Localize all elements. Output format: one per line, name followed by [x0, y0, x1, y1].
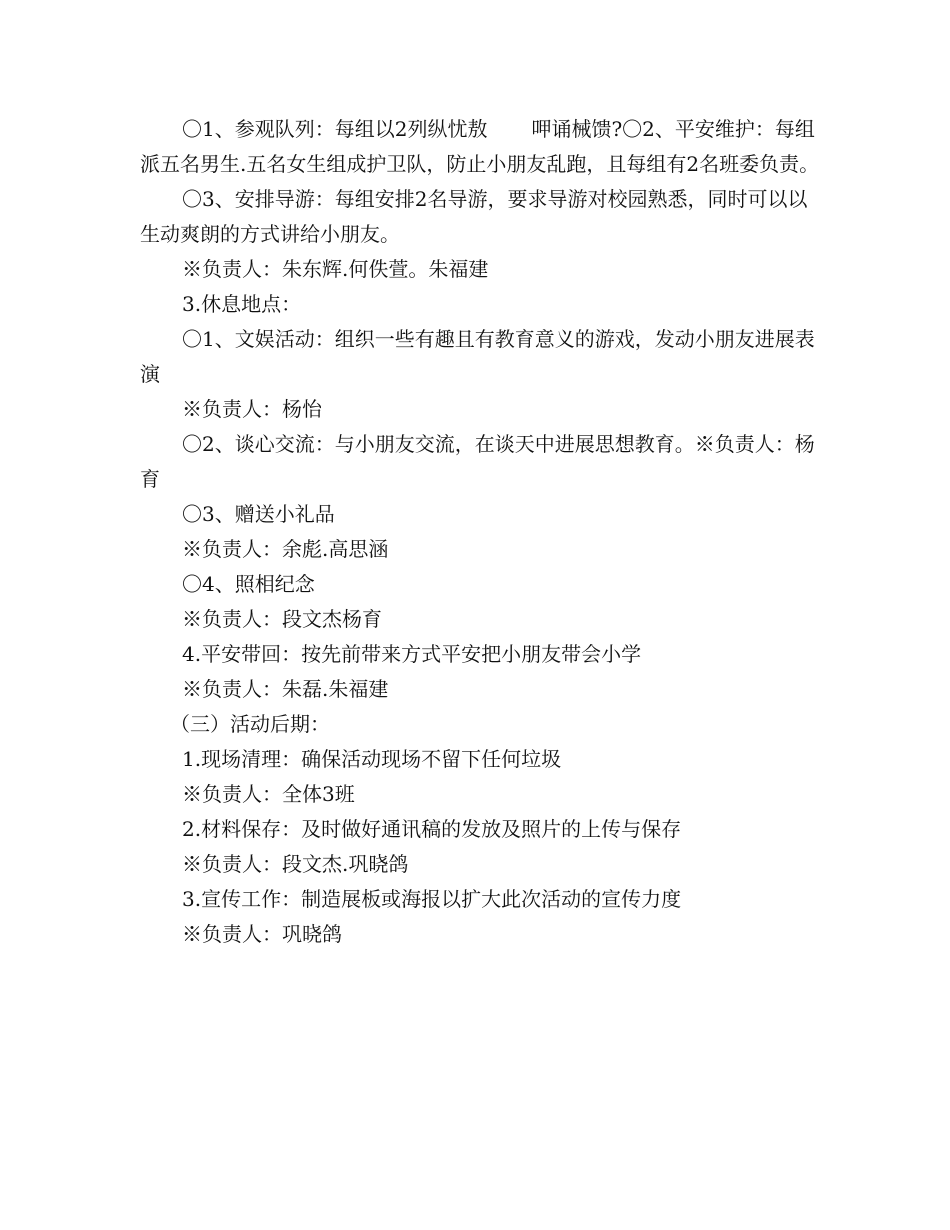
paragraph-responsible-1: ※负责人：朱东辉.何佚萱。朱福建: [182, 257, 489, 281]
paragraph-gifts: 〇3、赠送小礼品: [182, 502, 335, 526]
paragraph-guide-arrangement: 〇3、安排导游：每组安排2名导游，要求导游对校园熟悉，同时可以以生动爽朗的方式讲给小朋友。: [140, 187, 808, 246]
paragraph-entertainment: 〇1、文娱活动：组织一些有趣且有教育意义的游戏，发动小朋友进展表演: [140, 327, 815, 386]
paragraph-responsible-5: ※负责人：朱磊.朱福建: [182, 677, 389, 701]
paragraph-text-part-1: 〇1、参观队列：每组以2列纵忧敖: [182, 117, 488, 141]
paragraph-responsible-6: ※负责人：全体3班: [182, 782, 355, 806]
paragraph-photo: 〇4、照相纪念: [182, 572, 315, 596]
paragraph-visit-queue: [140, 112, 820, 182]
paragraph-responsible-8: ※负责人：巩晓鸽: [182, 922, 342, 946]
paragraph-safe-return: 4.平安带回：按先前带来方式平安把小朋友带会小学: [182, 642, 642, 666]
paragraph-responsible-4: ※负责人：段文杰杨育: [182, 607, 382, 631]
section-heading-later-stage: （三）活动后期：: [170, 712, 330, 736]
paragraph-publicity: 3.宣传工作：制造展板或海报以扩大此次活动的宣传力度: [182, 887, 682, 911]
paragraph-text-part-2: 呷诵械馈?〇2、平安维护：每组派五名男生.五名女生组成护卫队，防止小朋友乱跑，且每组有2名班委负责。: [140, 117, 820, 176]
paragraph-rest-location: 3.休息地点：: [182, 292, 302, 316]
paragraph-cleanup: 1.现场清理：确保活动现场不留下任何垃圾: [182, 747, 562, 771]
paragraph-responsible-2: ※负责人：杨怡: [182, 397, 322, 421]
paragraph-heart-talk: 〇2、谈心交流：与小朋友交流，在谈天中进展思想教育。※负责人：杨育: [140, 432, 815, 491]
paragraph-responsible-3: ※负责人：余彪.高思涵: [182, 537, 389, 561]
document-body: [140, 112, 820, 952]
paragraph-materials: 2.材料保存：及时做好通讯稿的发放及照片的上传与保存: [182, 817, 682, 841]
paragraph-responsible-7: ※负责人：段文杰.巩晓鸽: [182, 852, 409, 876]
